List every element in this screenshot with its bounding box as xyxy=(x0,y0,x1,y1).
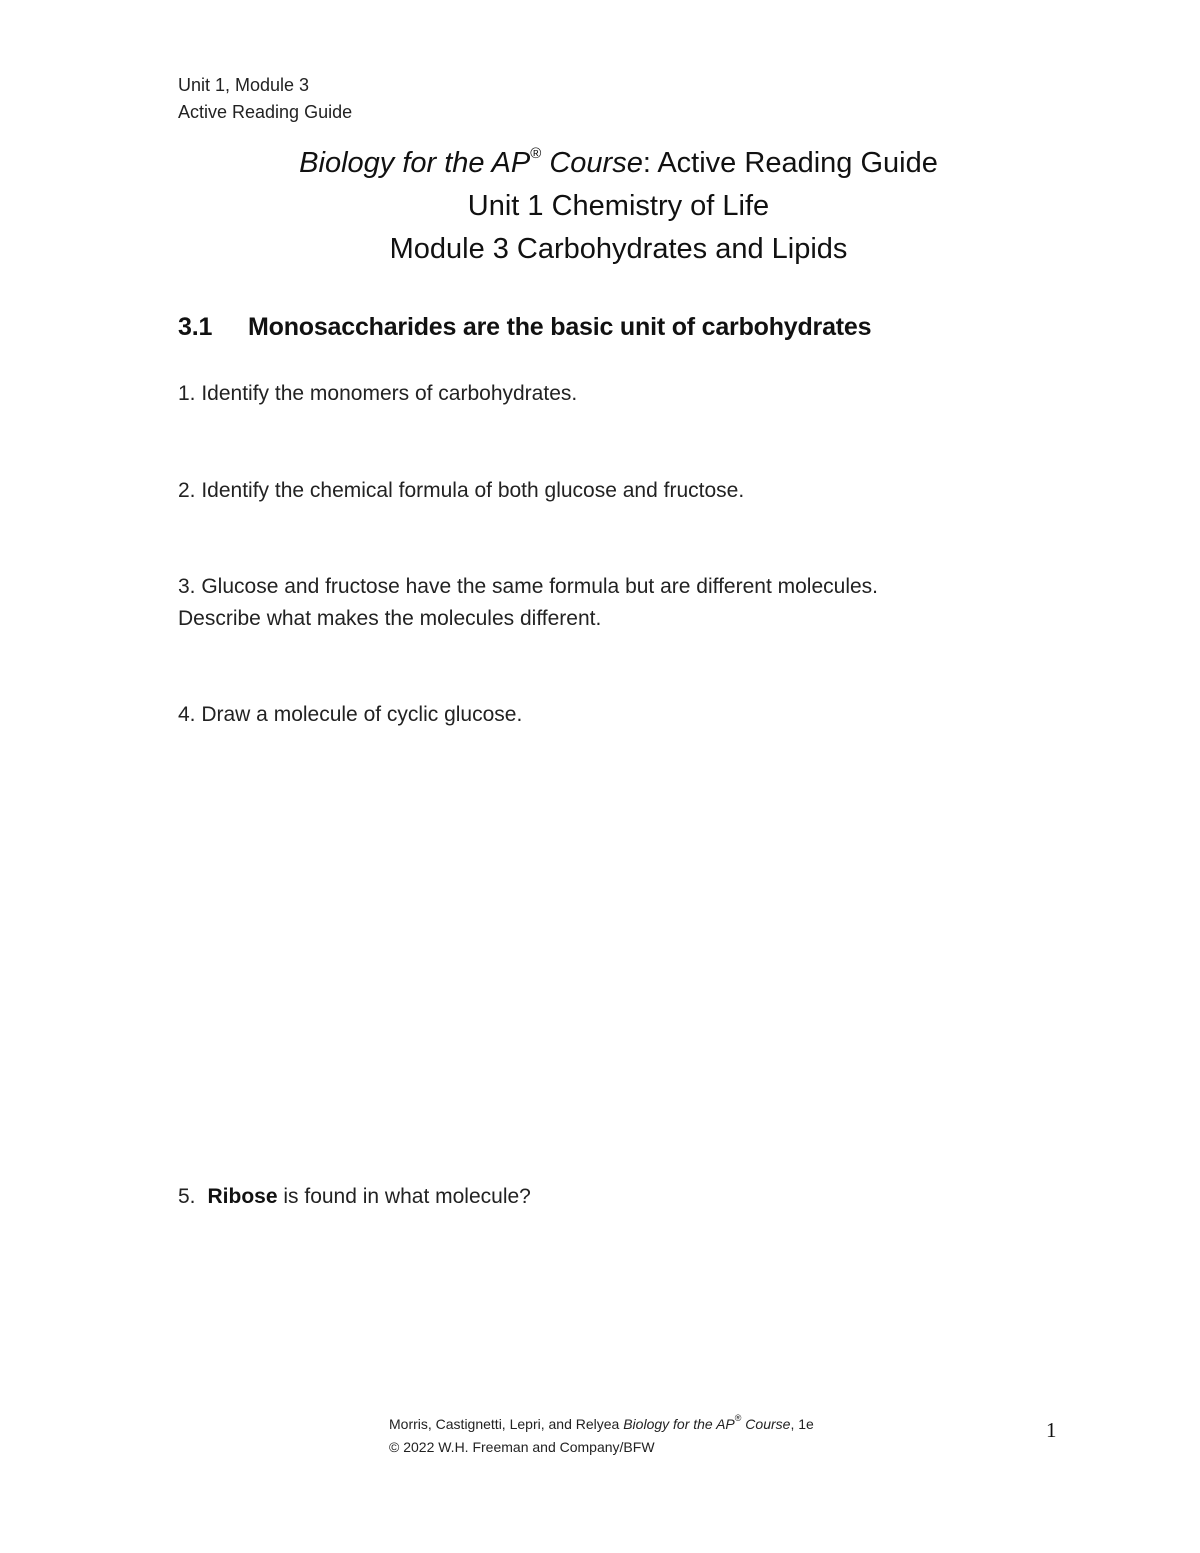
footer-registered-mark: ® xyxy=(734,1413,742,1424)
title-registered-mark: ® xyxy=(530,145,542,163)
question-5-number: 5. xyxy=(178,1185,196,1208)
running-header xyxy=(178,72,352,126)
footer-authors: Morris, Castignetti, Lepri, and Relyea xyxy=(389,1416,624,1432)
header-guide-label: Active Reading Guide xyxy=(178,102,353,122)
section-number: 3.1 xyxy=(178,313,213,341)
question-5-term: Ribose xyxy=(207,1185,278,1208)
page-number: 1 xyxy=(1046,1418,1057,1442)
footer-course-word: Course xyxy=(741,1416,791,1432)
footer-copyright: © 2022 W.H. Freeman and Company/BFW xyxy=(389,1439,655,1455)
question-3 xyxy=(178,571,1038,635)
title-book-name: Biology for the AP xyxy=(299,147,531,179)
title-guide-suffix: : Active Reading Guide xyxy=(642,147,938,179)
title-line-unit: Unit 1 Chemistry of Life xyxy=(467,190,770,222)
header-unit-module: Unit 1, Module 3 xyxy=(178,75,310,95)
title-line-module: Module 3 Carbohydrates and Lipids xyxy=(389,233,848,265)
question-4: 4. Draw a molecule of cyclic glucose. xyxy=(178,703,523,726)
footer-book-name: Biology for the AP xyxy=(623,1416,735,1432)
section-heading xyxy=(178,310,871,344)
question-3-line-1: 3. Glucose and fructose have the same formula but are different molecules. xyxy=(178,575,878,598)
footer-edition: , 1e xyxy=(790,1416,814,1432)
title-course-word: Course xyxy=(541,147,643,179)
question-2: 2. Identify the chemical formula of both glucose and fructose. xyxy=(178,479,745,502)
question-5 xyxy=(178,1181,531,1213)
section-title: Monosaccharides are the basic unit of carbohydrates xyxy=(248,313,872,341)
document-title xyxy=(0,142,1200,271)
page-footer xyxy=(389,1413,814,1459)
question-1: 1. Identify the monomers of carbohydrates. xyxy=(178,382,578,405)
title-line-book xyxy=(0,142,1200,185)
footer-citation xyxy=(389,1413,814,1436)
question-5-text: is found in what molecule? xyxy=(277,1185,531,1208)
question-3-line-2: Describe what makes the molecules different. xyxy=(178,607,602,630)
